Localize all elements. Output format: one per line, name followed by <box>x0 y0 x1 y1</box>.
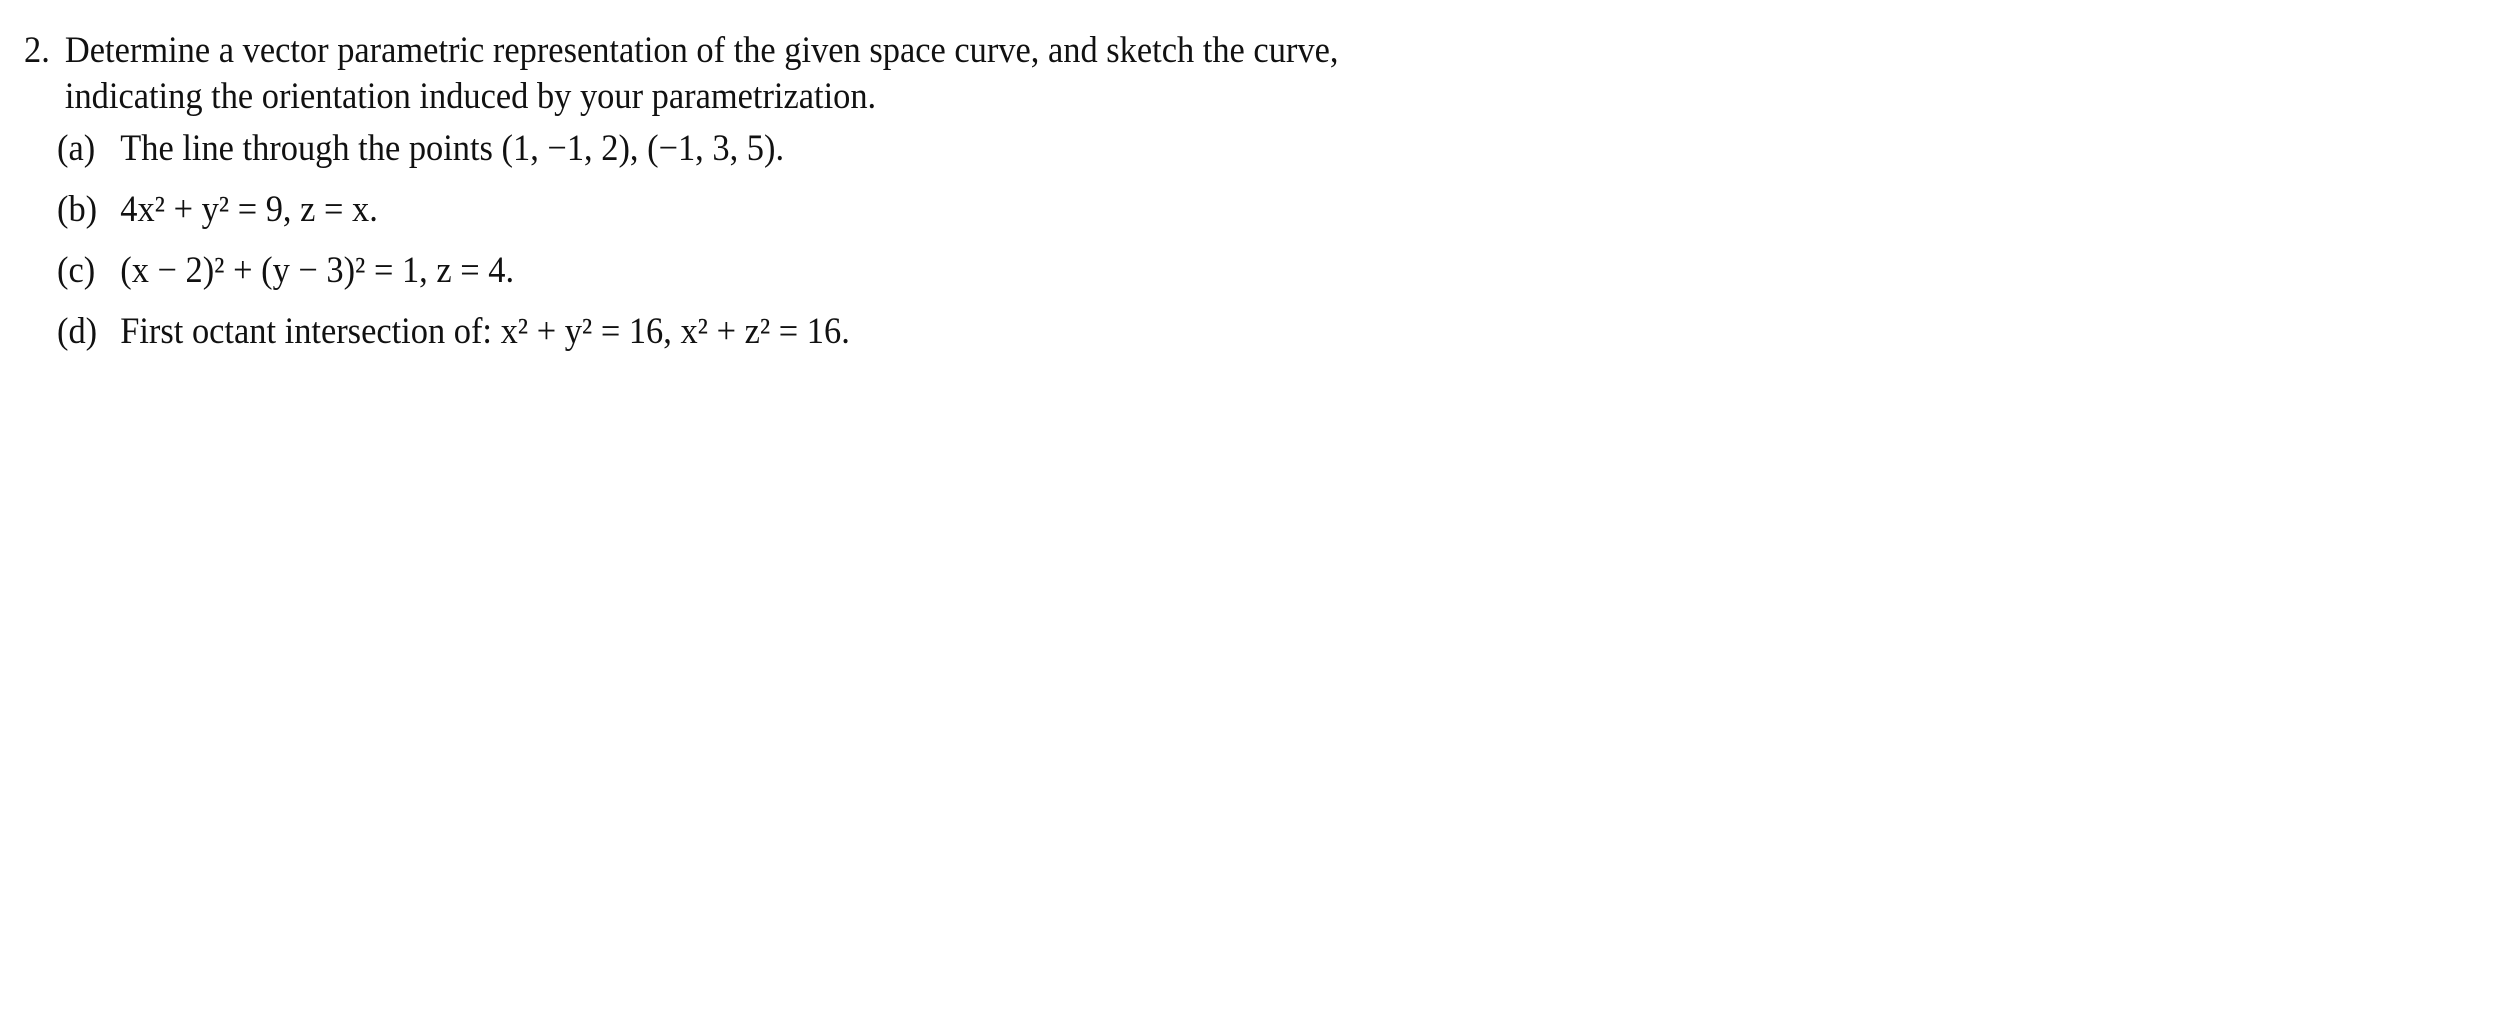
part-label: (d) <box>57 311 98 352</box>
part-label: (c) <box>57 250 96 291</box>
problem-number: 2. <box>24 30 50 71</box>
part-text: 4x² + y² = 9, z = x. <box>120 189 378 230</box>
problem-block <box>24 28 1524 120</box>
problem-text-line-2: indicating the orientation induced by your parametrization. <box>64 76 877 117</box>
problem-text <box>65 28 1419 120</box>
part-text: The line through the points (1, −1, 2), (−1, 3, 5). <box>120 128 785 169</box>
part-label: (a) <box>57 128 96 169</box>
problem-text-line-1: Determine a vector parametric representation of the given space curve, and sketch the curve, <box>64 30 1339 71</box>
part-label: (b) <box>57 189 98 230</box>
part-c <box>57 240 1359 301</box>
parts-list <box>57 118 1457 362</box>
problem-statement <box>24 28 1419 120</box>
part-text: (x − 2)² + (y − 3)² = 1, z = 4. <box>120 250 515 291</box>
part-d <box>57 301 1359 362</box>
part-b <box>57 179 1359 240</box>
part-a <box>57 118 1359 179</box>
part-text: First octant intersection of: x² + y² = 16, x² + z² = 16. <box>120 311 850 352</box>
